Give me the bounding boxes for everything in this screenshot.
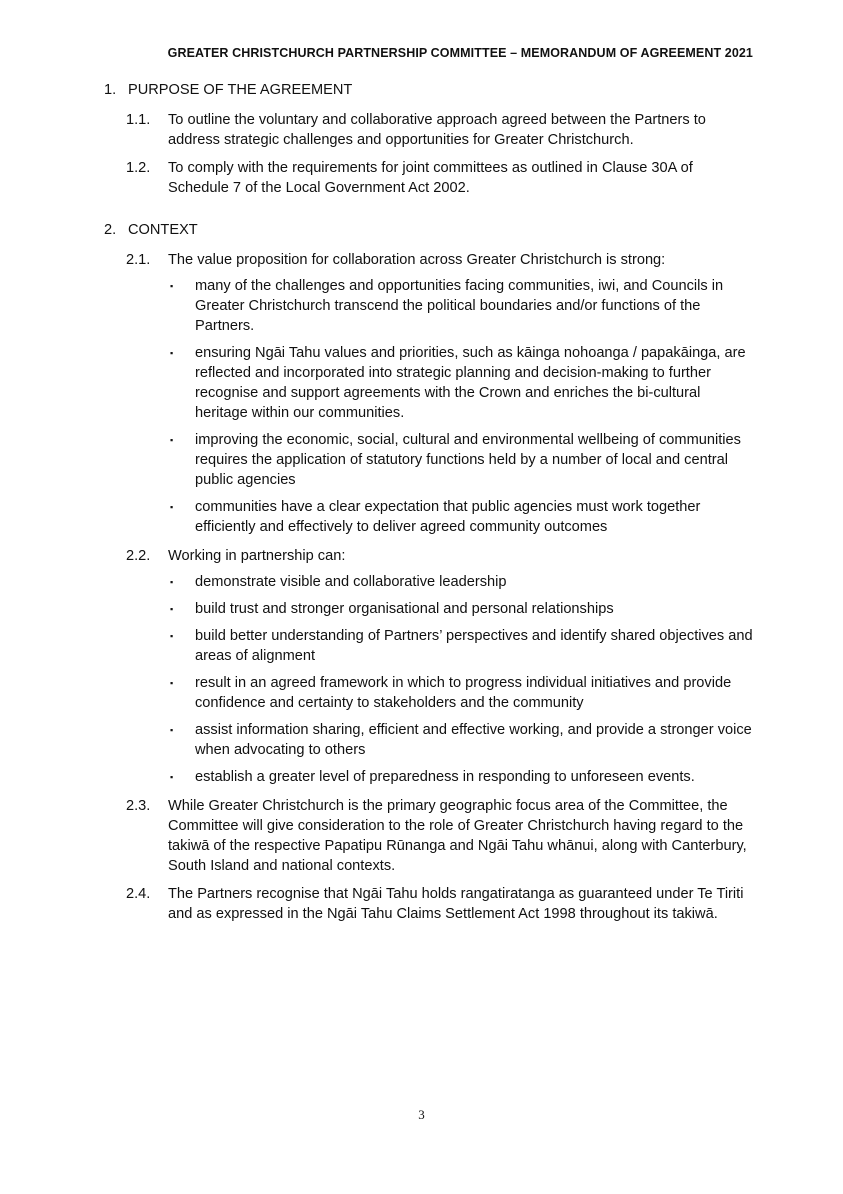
document-header: GREATER CHRISTCHURCH PARTNERSHIP COMMITTEE – MEMORANDUM OF AGREEMENT 2021 (167, 46, 753, 60)
page-number: 3 (418, 1107, 425, 1122)
bullet-icon: ▪ (170, 772, 174, 782)
clause-text: Working in partnership can: (168, 548, 346, 564)
list-item: ▪ build trust and stronger organisational and personal relationships (170, 601, 614, 617)
clause-number: 2.2. (126, 548, 151, 564)
list-item: ▪ demonstrate visible and collaborative leadership (170, 574, 507, 590)
section-number: 2. (104, 222, 117, 238)
bullet-icon: ▪ (170, 281, 174, 291)
clause-text: To comply with the requirements for joint committees as outlined in Clause 30A of Schedule 7 of the Local Government Act 2002. (168, 160, 693, 196)
clause-number: 2.3. (126, 798, 151, 814)
clause-text: The value proposition for collaboration across Greater Christchurch is strong: (168, 252, 666, 268)
bullet-icon: ▪ (170, 631, 174, 641)
section-title: PURPOSE OF THE AGREEMENT (128, 82, 353, 98)
clause-text: The Partners recognise that Ngāi Tahu holds rangatiratanga as guaranteed under Te Tiriti and as expressed in the Ngāi Tahu Claims Settlement Act 1998 throughout its takiwā. (168, 886, 744, 922)
bullet-icon: ▪ (170, 435, 174, 445)
clause-text: While Greater Christchurch is the primary geographic focus area of the Committee, the Committee will give consideration to the role of Greater Christchurch having regard to the takiwā of the respective Papatipu Rūnanga and Ngāi Tahu whānui, along with Canterbury, South Island and national contexts. (168, 798, 747, 874)
clause (126, 796, 754, 876)
list-item: ▪ improving the economic, social, cultural and environmental wellbeing of communities requires the application of statutory functions held by a number of local and central public agencies (170, 432, 741, 488)
clause-number: 2.4. (126, 886, 151, 902)
list-item: ▪ result in an agreed framework in which to progress individual initiatives and provide confidence and certainty to stakeholders and the community (170, 675, 732, 711)
document-body (104, 80, 754, 944)
list-item: ▪ establish a greater level of preparedness in responding to unforeseen events. (170, 769, 695, 785)
clause (126, 158, 754, 198)
list-item: ▪ build better understanding of Partners’ perspectives and identify shared objectives and areas of alignment (170, 628, 753, 664)
list-item: ▪ many of the challenges and opportunities facing communities, iwi, and Councils in Greater Christchurch transcend the political boundaries and/or functions of the Partners. (170, 278, 724, 334)
bullet-icon: ▪ (170, 577, 174, 587)
clause (126, 250, 754, 544)
bullet-list (168, 276, 754, 537)
section-purpose (104, 80, 754, 198)
clause (126, 546, 754, 794)
section-context (104, 220, 754, 924)
bullet-icon: ▪ (170, 678, 174, 688)
section-heading (104, 220, 754, 240)
clause-number: 1.2. (126, 160, 151, 176)
clause (126, 884, 754, 924)
bullet-icon: ▪ (170, 348, 174, 358)
list-item: ▪ communities have a clear expectation that public agencies must work together efficiently and effectively to deliver agreed community outcomes (170, 499, 701, 535)
section-heading (104, 80, 754, 100)
list-item: ▪ ensuring Ngāi Tahu values and priorities, such as kāinga nohoanga / papakāinga, are reflected and incorporated into strategic planning and decision-making to further recognise and support agreements with the Crown and enriches the bi-cultural heritage within our communities. (170, 345, 746, 421)
bullet-icon: ▪ (170, 725, 174, 735)
clause (126, 110, 754, 150)
clause-number: 1.1. (126, 112, 151, 128)
clause-number: 2.1. (126, 252, 151, 268)
section-number: 1. (104, 82, 117, 98)
clause-text: To outline the voluntary and collaborative approach agreed between the Partners to address strategic challenges and opportunities for Greater Christchurch. (168, 112, 706, 148)
section-title: CONTEXT (128, 222, 198, 238)
bullet-list (168, 572, 754, 787)
bullet-icon: ▪ (170, 502, 174, 512)
bullet-icon: ▪ (170, 604, 174, 614)
list-item: ▪ assist information sharing, efficient and effective working, and provide a stronger voice when advocating to others (170, 722, 752, 758)
